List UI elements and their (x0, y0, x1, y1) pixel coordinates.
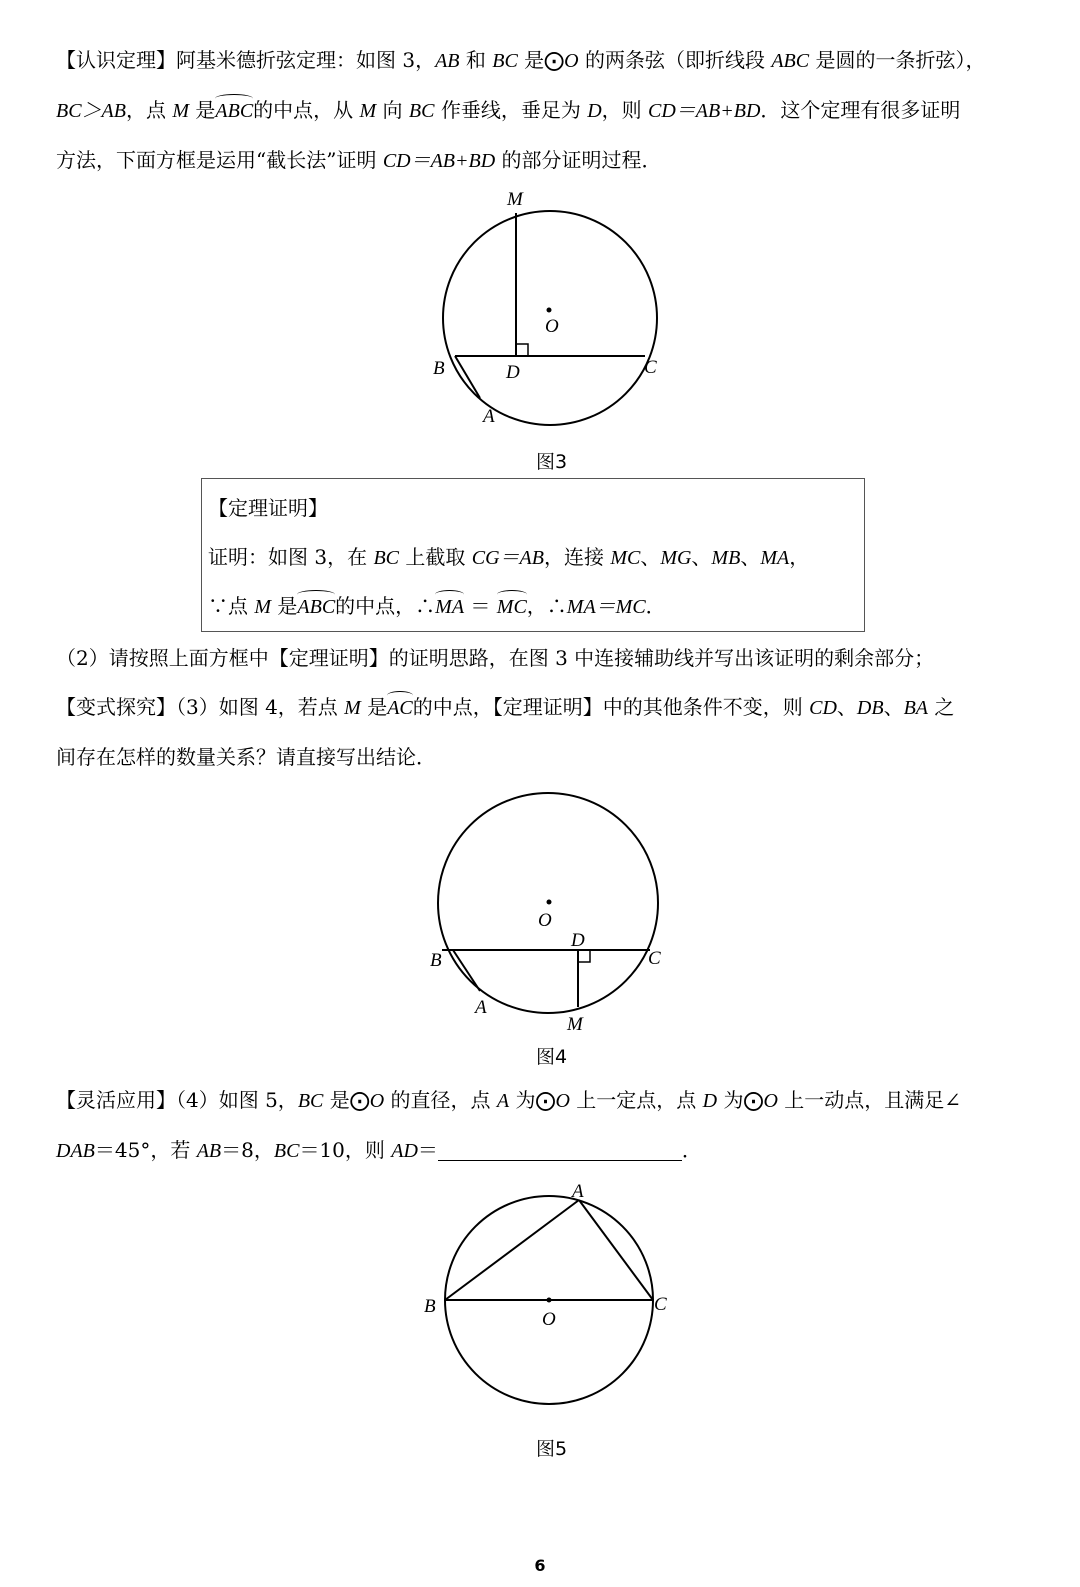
text: 的中点，∴ (335, 594, 436, 618)
label-a: A (475, 997, 487, 1018)
text: 为⨀ (509, 1088, 556, 1112)
label-o: O (542, 1309, 556, 1330)
label-o: O (545, 316, 559, 337)
text: CD＝AB+BD (648, 100, 761, 122)
proof-line-2 (208, 592, 666, 621)
text: ＝ (464, 594, 497, 618)
text: 【灵活应用】（4）如图 5， (56, 1088, 298, 1112)
intro-line-3 (56, 146, 662, 175)
figure-3 (420, 180, 680, 440)
text: MG (660, 547, 692, 569)
text: AB (196, 1140, 222, 1162)
center-dot (547, 1298, 552, 1303)
label-m: M (567, 1014, 583, 1035)
text: 是⨀ (517, 48, 565, 72)
text: ．这个定理有很多证明 (760, 98, 961, 122)
text: ，∴ (526, 594, 567, 618)
text: BC (373, 547, 400, 569)
text: ABC (771, 50, 810, 72)
label-c: C (648, 948, 661, 969)
text: BC (273, 1140, 300, 1162)
text: 、 (691, 545, 712, 569)
intro-line-1 (56, 46, 985, 75)
text: O (555, 1090, 570, 1112)
figure-3-caption: 图3 (536, 451, 568, 473)
label-b: B (430, 950, 442, 971)
text: DAB (56, 1140, 95, 1162)
text: 是 (360, 695, 388, 719)
text: O (564, 50, 579, 72)
text: D (587, 100, 602, 122)
text: O (763, 1090, 778, 1112)
text: 作垂线，垂足为 (434, 98, 588, 122)
arc-abc: ABC (297, 593, 335, 621)
text: 、 (883, 695, 904, 719)
text: 是圆的一条折弦）， (809, 48, 986, 72)
intro-line-2 (56, 96, 960, 125)
center-dot (547, 900, 552, 905)
text: BA (903, 697, 929, 719)
label-c: C (654, 1294, 667, 1315)
text: M (172, 100, 190, 122)
text: ． (645, 594, 666, 618)
label-b: B (433, 358, 445, 379)
text: 向 (376, 98, 409, 122)
question-4-line-2 (56, 1136, 702, 1165)
text: AB (435, 50, 460, 72)
text: 、 (836, 695, 857, 719)
text: ，则 (601, 98, 649, 122)
text: MA (760, 547, 790, 569)
chord-ab (455, 356, 480, 398)
text: DB (856, 697, 884, 719)
text: 为⨀ (717, 1088, 764, 1112)
label-d: D (571, 930, 585, 951)
text: 的直径，点 (384, 1088, 497, 1112)
text: 的中点，【定理证明】中的其他条件不变，则 (412, 695, 810, 719)
text: A (496, 1090, 510, 1112)
text: ＝ (417, 1138, 438, 1162)
label-m: M (507, 189, 523, 210)
text: 和 (459, 48, 493, 72)
text: BC (492, 50, 518, 72)
text: BC (408, 100, 435, 122)
right-angle-mark (578, 950, 590, 962)
question-4-line-1 (56, 1086, 961, 1115)
text: 上一定点，点 (569, 1088, 703, 1112)
answer-blank[interactable] (438, 1140, 682, 1161)
arc-ac: AC (387, 694, 413, 722)
text: 方法，下面方框是运用“截长法”证明 (56, 148, 383, 172)
arc-mc: MC (497, 593, 527, 621)
text: M (254, 596, 272, 618)
question-3-line-2: 间存在怎样的数量关系？请直接写出结论． (56, 745, 436, 769)
label-c: C (644, 357, 657, 378)
text: ∵点 (208, 594, 255, 618)
text: ，点 (126, 98, 173, 122)
label-b: B (424, 1296, 436, 1317)
text: 之 (928, 695, 955, 719)
text: M (359, 100, 377, 122)
text: ＝10，则 (299, 1138, 392, 1162)
text: 的中点，从 (253, 98, 360, 122)
text: ． (681, 1138, 702, 1162)
proof-box (201, 478, 865, 632)
question-2: （2）请按照上面方框中【定理证明】的证明思路，在图 3 中连接辅助线并写出该证明的剩余部分； (56, 646, 935, 670)
text: 、 (740, 545, 761, 569)
proof-line-1 (208, 543, 809, 572)
text: BC (297, 1090, 324, 1112)
label-a: A (572, 1181, 584, 1202)
label-a: A (483, 406, 495, 427)
text: MC (610, 547, 641, 569)
text: 证明：如图 3，在 (208, 545, 374, 569)
text: BC＞AB (56, 100, 126, 122)
text: D (702, 1090, 718, 1112)
figure-4 (420, 785, 680, 1045)
text: AD (391, 1140, 418, 1162)
chord-ab (453, 950, 480, 991)
chord-ab (445, 1200, 579, 1300)
arc-ma: MA (435, 593, 464, 621)
text: ， (789, 545, 810, 569)
text: M (344, 697, 361, 719)
question-3-line-1 (56, 693, 954, 722)
figure-5 (420, 1175, 680, 1435)
text: 是 (271, 594, 298, 618)
text: 上一动点，且满足∠ (777, 1088, 962, 1112)
text: ＝45°，若 (94, 1138, 197, 1162)
figure-4-caption: 图4 (536, 1046, 568, 1068)
text: CG＝AB (471, 547, 544, 569)
label-d: D (506, 362, 520, 383)
arc-abc: ABC (215, 97, 253, 125)
text: CD (809, 697, 837, 719)
page-number: 6 (534, 1556, 546, 1575)
text: 上截取 (399, 545, 472, 569)
text: MB (711, 547, 741, 569)
text: MA＝MC (566, 596, 646, 618)
text: 【变式探究】（3）如图 4，若点 (56, 695, 345, 719)
right-angle-mark (516, 344, 528, 356)
text: 是 (189, 98, 216, 122)
text: ，连接 (543, 545, 611, 569)
label-o: O (538, 910, 552, 931)
text: 是⨀ (323, 1088, 370, 1112)
text: 【认识定理】阿基米德折弦定理：如图 3， (56, 48, 436, 72)
text: ＝8， (221, 1138, 274, 1162)
chord-ac (579, 1200, 653, 1300)
text: 的两条弦（即折线段 (578, 48, 772, 72)
figure-5-caption: 图5 (536, 1438, 568, 1460)
text: CD＝AB+BD (382, 150, 496, 172)
text: 的部分证明过程． (495, 148, 662, 172)
proof-title: 【定理证明】 (208, 496, 328, 520)
text: O (369, 1090, 385, 1112)
center-dot (547, 308, 552, 313)
text: 、 (640, 545, 661, 569)
